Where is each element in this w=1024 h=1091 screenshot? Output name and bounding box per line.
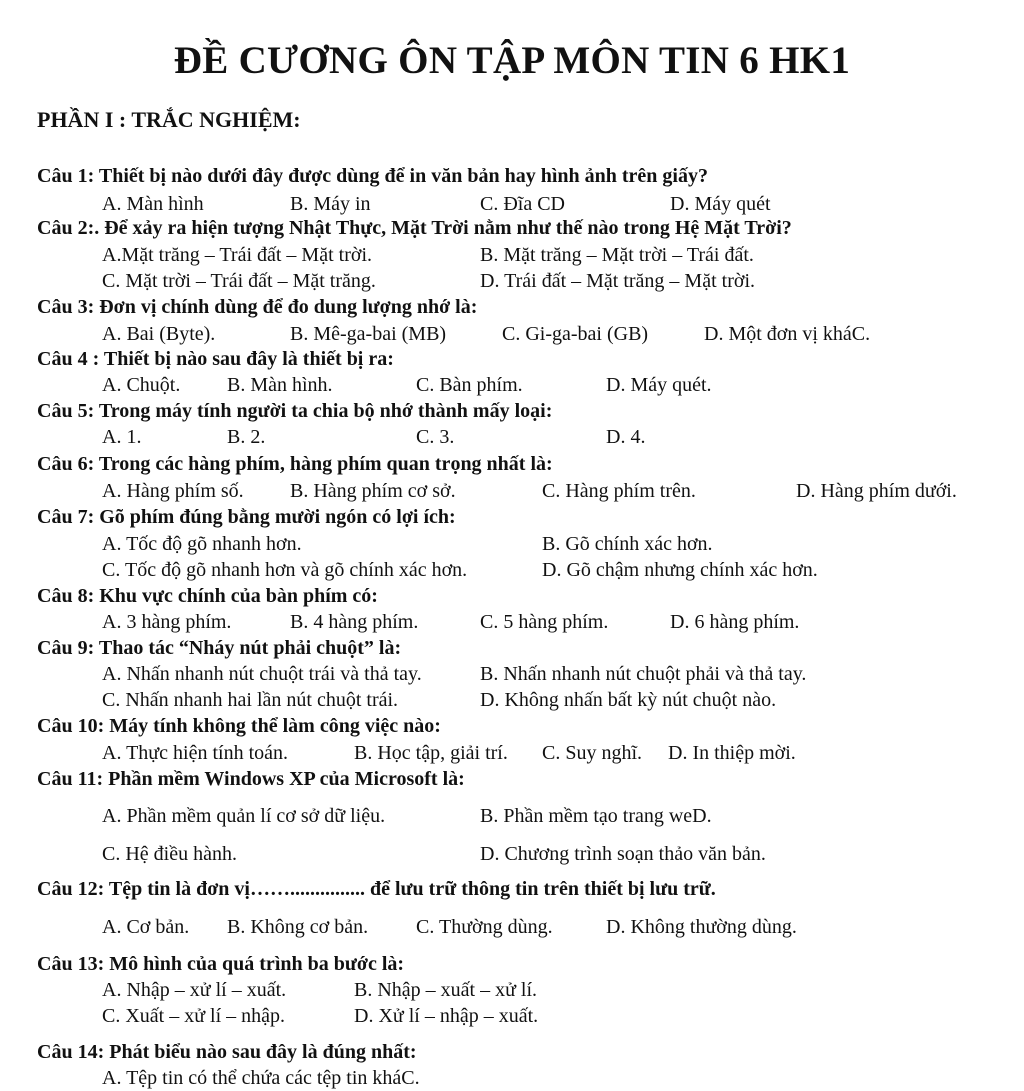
- q6-option-d: D. Hàng phím dưới.: [796, 480, 957, 502]
- q9-option-b: B. Nhấn nhanh nút chuột phải và thả tay.: [480, 663, 807, 685]
- question-5: Câu 5: Trong máy tính người ta chia bộ nhớ thành mấy loại:: [37, 400, 553, 422]
- question-14: Câu 14: Phát biểu nào sau đây là đúng nhất:: [37, 1041, 417, 1063]
- q10-option-b: B. Học tập, giải trí.: [354, 742, 508, 764]
- q7-option-d: D. Gõ chậm nhưng chính xác hơn.: [542, 559, 818, 581]
- section-heading: PHẦN I : TRẮC NGHIỆM:: [37, 107, 301, 132]
- q13-option-b: B. Nhập – xuất – xử lí.: [354, 979, 538, 1001]
- q5-option-c: C. 3.: [416, 426, 455, 448]
- q6-option-b: B. Hàng phím cơ sở.: [290, 480, 456, 502]
- question-2: Câu 2:. Để xảy ra hiện tượng Nhật Thực, Mặt Trời nằm như thế nào trong Hệ Mặt Trời?: [37, 217, 792, 239]
- q7-option-a: A. Tốc độ gõ nhanh hơn.: [102, 533, 302, 555]
- q9-option-a: A. Nhấn nhanh nút chuột trái và thả tay.: [102, 663, 422, 685]
- q3-option-d: D. Một đơn vị kháC.: [704, 323, 871, 345]
- question-7: Câu 7: Gõ phím đúng bằng mười ngón có lợi ích:: [37, 506, 456, 528]
- document-title: ĐỀ CƯƠNG ÔN TẬP MÔN TIN 6 HK1: [173, 39, 851, 82]
- q2-option-a: A.Mặt trăng – Trái đất – Mặt trời.: [102, 244, 372, 266]
- q11-option-c: C. Hệ điều hành.: [102, 843, 237, 865]
- question-3: Câu 3: Đơn vị chính dùng để đo dung lượng nhớ là:: [37, 296, 478, 318]
- q2-option-c: C. Mặt trời – Trái đất – Mặt trăng.: [102, 270, 376, 292]
- q12-option-a: A. Cơ bản.: [102, 916, 190, 938]
- q1-option-c: C. Đĩa CD: [480, 193, 565, 215]
- q3-option-c: C. Gi-ga-bai (GB): [502, 323, 649, 345]
- q8-option-c: C. 5 hàng phím.: [480, 611, 609, 633]
- q9-option-c: C. Nhấn nhanh hai lần nút chuột trái.: [102, 689, 399, 711]
- question-8: Câu 8: Khu vực chính của bàn phím có:: [37, 585, 378, 607]
- question-1: Câu 1: Thiết bị nào dưới đây được dùng để in văn bản hay hình ảnh trên giấy?: [37, 165, 708, 187]
- q1-option-d: D. Máy quét: [670, 193, 771, 215]
- q12-option-c: C. Thường dùng.: [416, 916, 553, 938]
- question-4: Câu 4 : Thiết bị nào sau đây là thiết bị ra:: [37, 348, 394, 370]
- q11-option-b: B. Phần mềm tạo trang weD.: [480, 805, 712, 827]
- q12-option-d: D. Không thường dùng.: [606, 916, 797, 938]
- question-11: Câu 11: Phần mềm Windows XP của Microsoft là:: [37, 768, 465, 790]
- q13-option-d: D. Xử lí – nhập – xuất.: [354, 1005, 539, 1027]
- q3-option-a: A. Bai (Byte).: [102, 323, 216, 345]
- q11-option-a: A. Phần mềm quản lí cơ sở dữ liệu.: [102, 805, 386, 827]
- q5-option-d: D. 4.: [606, 426, 646, 448]
- q4-option-b: B. Màn hình.: [227, 374, 333, 396]
- question-10: Câu 10: Máy tính không thể làm công việc nào:: [37, 715, 441, 737]
- q13-option-c: C. Xuất – xử lí – nhập.: [102, 1005, 286, 1027]
- q2-option-d: D. Trái đất – Mặt trăng – Mặt trời.: [480, 270, 755, 292]
- q4-option-c: C. Bàn phím.: [416, 374, 523, 396]
- q13-option-a: A. Nhập – xử lí – xuất.: [102, 979, 287, 1001]
- q10-option-c: C. Suy nghĩ.: [542, 742, 643, 764]
- question-13: Câu 13: Mô hình của quá trình ba bước là:: [37, 953, 405, 975]
- question-9: Câu 9: Thao tác “Nháy nút phải chuột” là:: [37, 637, 402, 659]
- q2-option-b: B. Mặt trăng – Mặt trời – Trái đất.: [480, 244, 754, 266]
- q6-option-a: A. Hàng phím số.: [102, 480, 244, 502]
- question-12: Câu 12: Tệp tin là đơn vị……............... để lưu trữ thông tin trên thiết bị lưu trữ.: [37, 878, 716, 900]
- question-6: Câu 6: Trong các hàng phím, hàng phím quan trọng nhất là:: [37, 453, 553, 475]
- q5-option-b: B. 2.: [227, 426, 266, 448]
- q9-option-d: D. Không nhấn bất kỳ nút chuột nào.: [480, 689, 777, 711]
- q8-option-b: B. 4 hàng phím.: [290, 611, 419, 633]
- q10-option-a: A. Thực hiện tính toán.: [102, 742, 288, 764]
- q12-option-b: B. Không cơ bản.: [227, 916, 369, 938]
- q4-option-a: A. Chuột.: [102, 374, 181, 396]
- q8-option-d: D. 6 hàng phím.: [670, 611, 800, 633]
- q1-option-a: A. Màn hình: [102, 193, 204, 215]
- q7-option-b: B. Gõ chính xác hơn.: [542, 533, 713, 555]
- q6-option-c: C. Hàng phím trên.: [542, 480, 696, 502]
- q7-option-c: C. Tốc độ gõ nhanh hơn và gõ chính xác hơn.: [102, 559, 468, 581]
- q1-option-b: B. Máy in: [290, 193, 371, 215]
- q3-option-b: B. Mê-ga-bai (MB): [290, 323, 447, 345]
- q11-option-d: D. Chương trình soạn thảo văn bản.: [480, 843, 766, 865]
- q14-option-a: A. Tệp tin có thể chứa các tệp tin kháC.: [102, 1067, 420, 1089]
- q10-option-d: D. In thiệp mời.: [668, 742, 796, 764]
- q8-option-a: A. 3 hàng phím.: [102, 611, 232, 633]
- q4-option-d: D. Máy quét.: [606, 374, 712, 396]
- q5-option-a: A. 1.: [102, 426, 142, 448]
